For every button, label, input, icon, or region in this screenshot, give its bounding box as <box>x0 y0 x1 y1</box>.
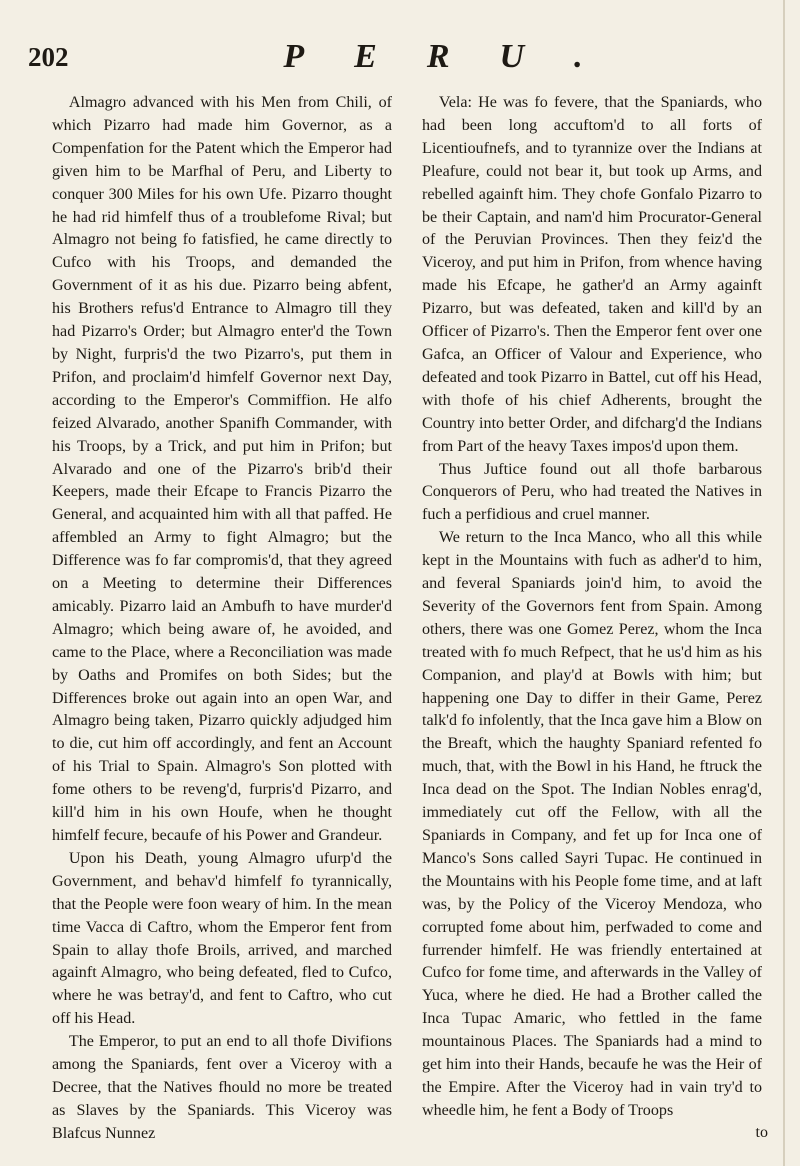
paragraph: Upon his Death, young Almagro ufurp'd the Government, and behav'd himfelf fo tyrannically, that the People were foon weary of him. In the mean time Vacca di Caftro, whom the Emperor fent from Spain to allay thofe Broils, arrived, and marched againft Almagro, who being defeated, fled to Cufco, where he was betray'd, and fent to Caftro, who cut off his Head. <box>52 849 392 1028</box>
text-column-left <box>52 92 392 1146</box>
text-column-right <box>422 92 762 1123</box>
running-head: PERU. <box>283 38 633 75</box>
paragraph: We return to the Inca Manco, who all this while kept in the Mountains with fuch as adher'd to him, and feveral Spaniards join'd him, to avoid the Severity of the Governors fent from Spain. Among others, there was one Gomez Perez, whom the Inca treated with fo much Refpect, that he us'd him as his Companion, and play'd at Bowls with him; but happening one Day to differ in their Game, Perez talk'd fo infolently, that the Inca gave him a Blow on the Breaft, which the haughty Spaniard refented fo much, that, with the Bowl in his Hand, he ftruck the Inca dead on the Spot. The Indian Nobles enrag'd, immediately cut off the Fellow, with all the Spaniards in Company, and fet up for Inca one of Manco's Sons called Sayri Tupac. He continued in the Mountains with his People fome time, and at laft was, by the Policy of the Viceroy Mendoza, who corrupted fome about him, perfwaded to come and furrender himfelf. He was friendly entertained at Cufco for fome time, and afterwards in the Valley of Yuca, where he died. He had a Brother called the Inca Tupac Amaric, who fettled in the fame mountainous Places. The Spaniards had a mind to get him into their Hands, becaufe he was the Heir of the Empire. After the Viceroy had in vain try'd to wheedle him, he fent a Body of Troops <box>422 529 762 1119</box>
page-header <box>28 38 788 82</box>
paragraph: Thus Juftice found out all thofe barbarous Conquerors of Peru, who had treated the Natives in fuch a perfidious and cruel manner. <box>422 460 762 524</box>
page-edge-shadow <box>783 0 785 1166</box>
paragraph: The Emperor, to put an end to all thofe Divifions among the Spaniards, fent over a Viceroy with a Decree, that the Natives fhould no more be treated as Slaves by the Spaniards. This Viceroy was Blafcus Nunnez <box>52 1033 392 1142</box>
catchword: to <box>755 1124 768 1141</box>
paragraph: Almagro advanced with his Men from Chili, of which Pizarro had made him Governor, as a Compenfation for the Patent which the Emperor had given him to be Marfhal of Peru, and Liberty to conquer 300 Miles for his own Ufe. Pizarro thought he had rid himfelf thus of a troublefome Rival; but Almagro not being fo fatisfied, he came directly to Cufco with his Troops, and demanded the Government of it as his due. Pizarro being abfent, his Brothers refus'd Entrance to Almagro till they had Pizarro's Order; but Almagro enter'd the Town by Night, furpris'd the two Pizarro's, put them in Prifon, and proclaim'd himfelf Governor next Day, according to the Emperor's Commiffion. He alfo feized Alvarado, another Spanifh Commander, with his Troops, by a Trick, and put him in Prifon; but Alvarado and one of the Pizarro's brib'd their Keepers, made their Efcape to Francis Pizarro the General, and acquainted him with all that paffed. He affembled an Army to fight Almagro; but the Difference was fo far compromis'd, that they agreed on a Meeting to determine their Differences amicably. Pizarro laid an Ambufh to have murder'd Almagro; which being aware of, he avoided, and came to the Place, where a Reconciliation was made by Oaths and Promifes on both Sides; but the Differences broke out again into an open War, and Almagro being taken, Pizarro quickly adjudged him to die, cut him off accordingly, and fent an Account of his Trial to Spain. Almagro's Son plotted with fome others to be reveng'd, furpris'd Pizarro, and kill'd him in his own Houfe, when he thought himfelf fecure, becaufe of his Power and Grandeur. <box>52 94 392 844</box>
paragraph: Vela: He was fo fevere, that the Spaniards, who had been long accuftom'd to all forts of Licentioufnefs, and to tyrannize over the Indians at Pleafure, could not bear it, but took up Arms, and rebelled againft him. They chofe Gonfalo Pizarro to be their Captain, and nam'd him Procurator-General of the Peruvian Provinces. Then they feiz'd the Viceroy, and put him in Prifon, from whence having made his Efcape, he gather'd an Army againft Pizarro, but was defeated, taken and kill'd by an Officer of Pizarro's. Then the Emperor fent over one Gafca, an Officer of Valour and Experience, who defeated and took Pizarro in Battel, cut off his Head, with thofe of his chief Adherents, brought the Country into better Order, and difcharg'd the Indians from Part of the heavy Taxes impos'd upon them. <box>422 94 762 455</box>
page-number: 202 <box>28 42 69 72</box>
